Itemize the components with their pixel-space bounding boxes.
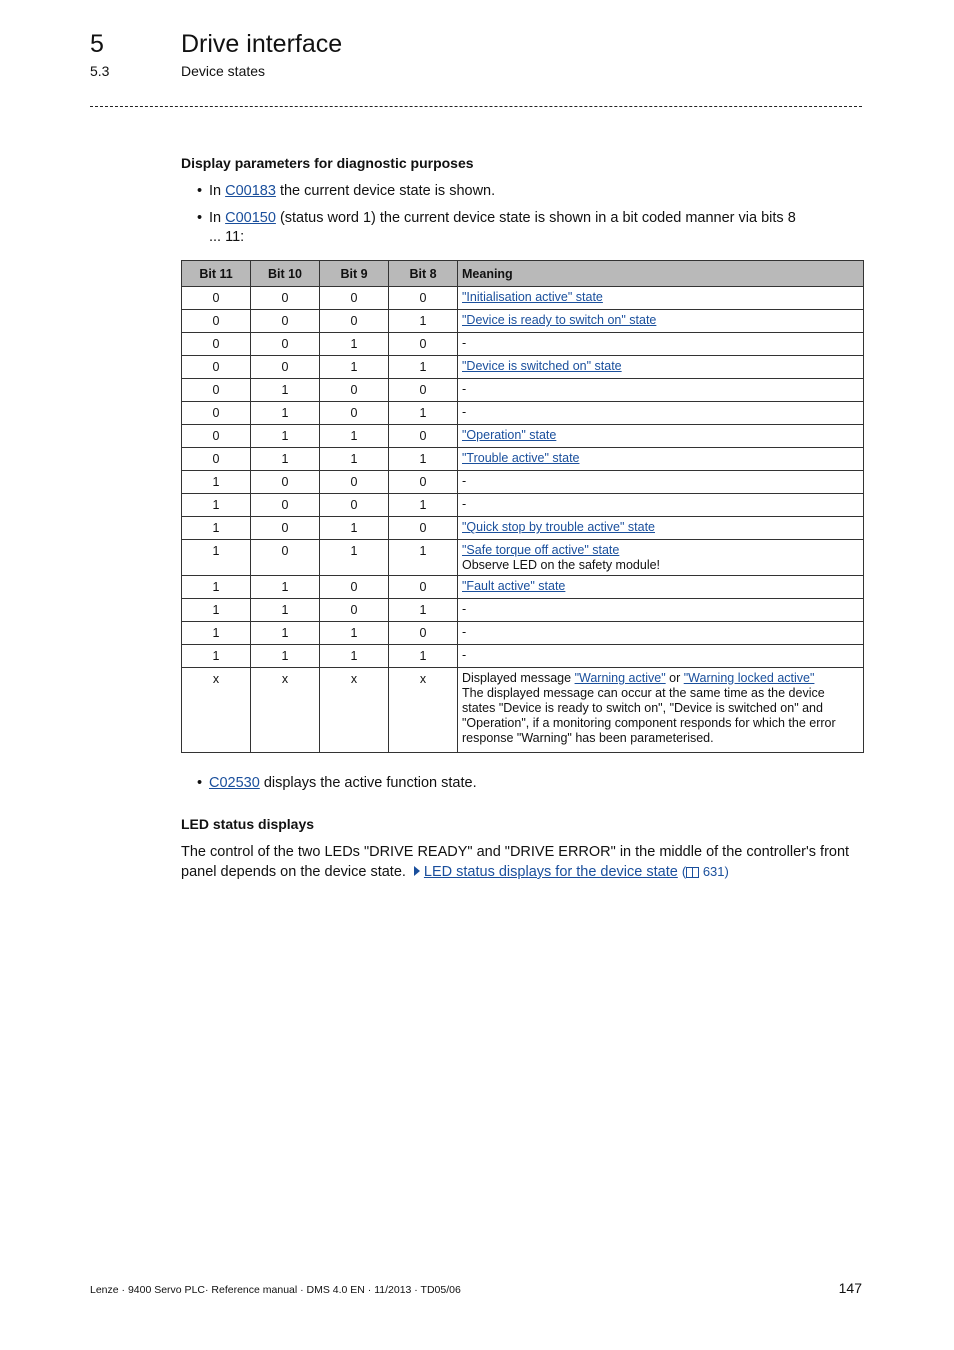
- bit-cell: x: [251, 668, 320, 753]
- bit-cell: 1: [182, 471, 251, 494]
- bit-cell: 1: [182, 494, 251, 517]
- state-link[interactable]: "Trouble active" state: [462, 451, 580, 465]
- col-bit11: Bit 11: [182, 261, 251, 287]
- bit-cell: 1: [389, 356, 458, 379]
- bit-cell: 1: [182, 517, 251, 540]
- chapter-title: Drive interface: [181, 30, 343, 58]
- bit-cell: 0: [182, 448, 251, 471]
- bit-cell: 1: [320, 645, 389, 668]
- meaning-cell: [458, 576, 864, 599]
- bit-cell: 0: [320, 287, 389, 310]
- col-bit8: Bit 8: [389, 261, 458, 287]
- table-row: [182, 356, 864, 379]
- bit-cell: 1: [320, 425, 389, 448]
- bit-cell: 0: [320, 494, 389, 517]
- bit-cell: 0: [320, 576, 389, 599]
- bit-cell: 1: [389, 540, 458, 576]
- meaning-cell: [458, 622, 864, 645]
- bullet-text: C02530 displays the active function state.: [209, 775, 477, 791]
- bit-cell: 0: [182, 425, 251, 448]
- table-row: [182, 379, 864, 402]
- table-row: [182, 310, 864, 333]
- bullet-dot: •: [197, 183, 203, 199]
- bit-cell: 1: [389, 645, 458, 668]
- bullet-text: In C00150 (status word 1) the current device state is shown in a bit coded manner via bits 8 ... 11:: [209, 210, 796, 245]
- bullet-text: In C00183 the current device state is shown.: [209, 183, 496, 199]
- state-link[interactable]: "Safe torque off active" state: [462, 543, 620, 557]
- bit-cell: 0: [251, 287, 320, 310]
- table-row: [182, 333, 864, 356]
- warning-description: The displayed message can occur at the same time as the device states "Device is ready to switch on", "Device is switched on" and "Operation", if a monitoring component responds for which the error response "Warning" has been parameterised.: [462, 686, 836, 745]
- bit-cell: 1: [251, 599, 320, 622]
- page-reference[interactable]: ( 631): [681, 864, 729, 879]
- table-row: [182, 425, 864, 448]
- bit-cell: 0: [251, 540, 320, 576]
- meaning-cell: [458, 310, 864, 333]
- message-prefix: Displayed message: [462, 671, 575, 685]
- bit-cell: 1: [251, 448, 320, 471]
- bit-cell: 0: [182, 402, 251, 425]
- table-row: [182, 402, 864, 425]
- section-number: 5.3: [90, 63, 110, 79]
- bit-cell: 1: [251, 622, 320, 645]
- bit-cell: 1: [182, 645, 251, 668]
- bit-cell: 0: [182, 310, 251, 333]
- table-row: [182, 540, 864, 576]
- meaning-cell: [458, 668, 864, 753]
- bit-cell: 0: [389, 576, 458, 599]
- led-paragraph: [181, 843, 871, 882]
- state-note: -: [462, 648, 467, 662]
- bit-cell: 0: [389, 333, 458, 356]
- table-row: [182, 287, 864, 310]
- section-title: Device states: [181, 63, 266, 79]
- bullet-dot: •: [197, 210, 203, 226]
- page-number: 147: [838, 1280, 862, 1296]
- meaning-cell: [458, 599, 864, 622]
- bit-cell: 1: [182, 540, 251, 576]
- meaning-cell: [458, 356, 864, 379]
- bit-cell: 1: [251, 645, 320, 668]
- meaning-cell: [458, 494, 864, 517]
- state-link[interactable]: "Quick stop by trouble active" state: [462, 520, 655, 534]
- table-row: [182, 517, 864, 540]
- table-row: [182, 668, 864, 753]
- bit-cell: 1: [182, 622, 251, 645]
- bit-cell: 1: [320, 540, 389, 576]
- state-link[interactable]: "Fault active" state: [462, 579, 566, 593]
- bit-cell: 0: [320, 379, 389, 402]
- state-note: -: [462, 625, 467, 639]
- bit-cell: 1: [182, 599, 251, 622]
- bit-cell: 0: [320, 310, 389, 333]
- led-text: The control of the two LEDs "DRIVE READY" and "DRIVE ERROR" in the middle of the controller's front panel depends on the device state.: [181, 844, 850, 880]
- bit-cell: 1: [320, 448, 389, 471]
- bit-cell: 0: [251, 356, 320, 379]
- bit-cell: 1: [182, 576, 251, 599]
- bit-cell: 0: [182, 287, 251, 310]
- state-note: -: [462, 382, 467, 396]
- footer-text: Lenze · 9400 Servo PLC· Reference manual · DMS 4.0 EN · 11/2013 · TD05/06: [90, 1284, 461, 1296]
- bit-cell: 1: [389, 402, 458, 425]
- bit-cell: 0: [389, 471, 458, 494]
- meaning-cell: [458, 333, 864, 356]
- bit-cell: 0: [251, 471, 320, 494]
- bit-cell: 1: [320, 517, 389, 540]
- bit-cell: 0: [389, 517, 458, 540]
- link-led-status-displays[interactable]: LED status displays for the device state: [423, 864, 678, 880]
- col-meaning: Meaning: [458, 261, 864, 287]
- table-row: [182, 645, 864, 668]
- meaning-cell: [458, 517, 864, 540]
- bit-cell: 0: [389, 379, 458, 402]
- state-note: -: [462, 602, 467, 616]
- link-warning-active[interactable]: "Warning active": [574, 671, 666, 685]
- bullet-dot: •: [197, 775, 203, 791]
- state-link[interactable]: "Device is ready to switch on" state: [462, 313, 657, 327]
- bit-cell: 0: [251, 517, 320, 540]
- col-bit10: Bit 10: [251, 261, 320, 287]
- table-row: [182, 576, 864, 599]
- bit-cell: 1: [251, 379, 320, 402]
- bit-cell: 0: [251, 494, 320, 517]
- bit-cell: 1: [320, 356, 389, 379]
- state-note: Observe LED on the safety module!: [462, 558, 661, 572]
- header-divider: [90, 106, 862, 107]
- diagnostic-heading: Display parameters for diagnostic purposes: [181, 155, 474, 171]
- bit-cell: 0: [251, 333, 320, 356]
- table-row: [182, 494, 864, 517]
- bit-cell: x: [320, 668, 389, 753]
- bit-cell: 0: [251, 310, 320, 333]
- bit-cell: 0: [389, 622, 458, 645]
- bit-cell: 1: [320, 333, 389, 356]
- bit-cell: 0: [182, 379, 251, 402]
- link-warning-locked-active[interactable]: "Warning locked active": [683, 671, 815, 685]
- state-link[interactable]: "Operation" state: [462, 428, 557, 442]
- bit-cell: 1: [389, 599, 458, 622]
- bit-cell: x: [182, 668, 251, 753]
- device-state-bit-table: [181, 260, 864, 753]
- bit-cell: 1: [251, 425, 320, 448]
- bit-cell: 0: [320, 402, 389, 425]
- bit-cell: 0: [182, 356, 251, 379]
- book-icon: [686, 867, 699, 878]
- message-mid: or: [665, 671, 684, 685]
- bit-cell: 1: [320, 622, 389, 645]
- link-c00183[interactable]: C00183: [225, 183, 276, 199]
- bit-cell: 1: [389, 310, 458, 333]
- led-heading: LED status displays: [181, 816, 315, 832]
- state-link[interactable]: "Device is switched on" state: [462, 359, 622, 373]
- bit-cell: 1: [251, 576, 320, 599]
- bit-cell: x: [389, 668, 458, 753]
- meaning-cell: [458, 448, 864, 471]
- table-row: [182, 622, 864, 645]
- link-c02530[interactable]: C02530: [209, 775, 260, 791]
- meaning-cell: [458, 471, 864, 494]
- bit-cell: 0: [389, 287, 458, 310]
- state-note: -: [462, 405, 467, 419]
- meaning-cell: [458, 287, 864, 310]
- link-c00150[interactable]: C00150: [225, 210, 276, 226]
- chapter-number: 5: [90, 30, 104, 58]
- table-row: [182, 471, 864, 494]
- meaning-cell: [458, 540, 864, 576]
- bit-cell: 0: [182, 333, 251, 356]
- bit-cell: 0: [320, 471, 389, 494]
- state-link[interactable]: "Initialisation active" state: [462, 290, 603, 304]
- state-note: -: [462, 474, 467, 488]
- bit-cell: 1: [389, 448, 458, 471]
- bit-cell: 0: [320, 599, 389, 622]
- state-note: -: [462, 497, 467, 511]
- arrow-right-icon: [414, 866, 420, 876]
- state-note: -: [462, 336, 467, 350]
- col-bit9: Bit 9: [320, 261, 389, 287]
- bit-cell: 1: [251, 402, 320, 425]
- meaning-cell: [458, 379, 864, 402]
- bit-cell: 1: [389, 494, 458, 517]
- table-row: [182, 599, 864, 622]
- meaning-cell: [458, 425, 864, 448]
- table-row: [182, 448, 864, 471]
- meaning-cell: [458, 645, 864, 668]
- meaning-cell: [458, 402, 864, 425]
- bit-cell: 0: [389, 425, 458, 448]
